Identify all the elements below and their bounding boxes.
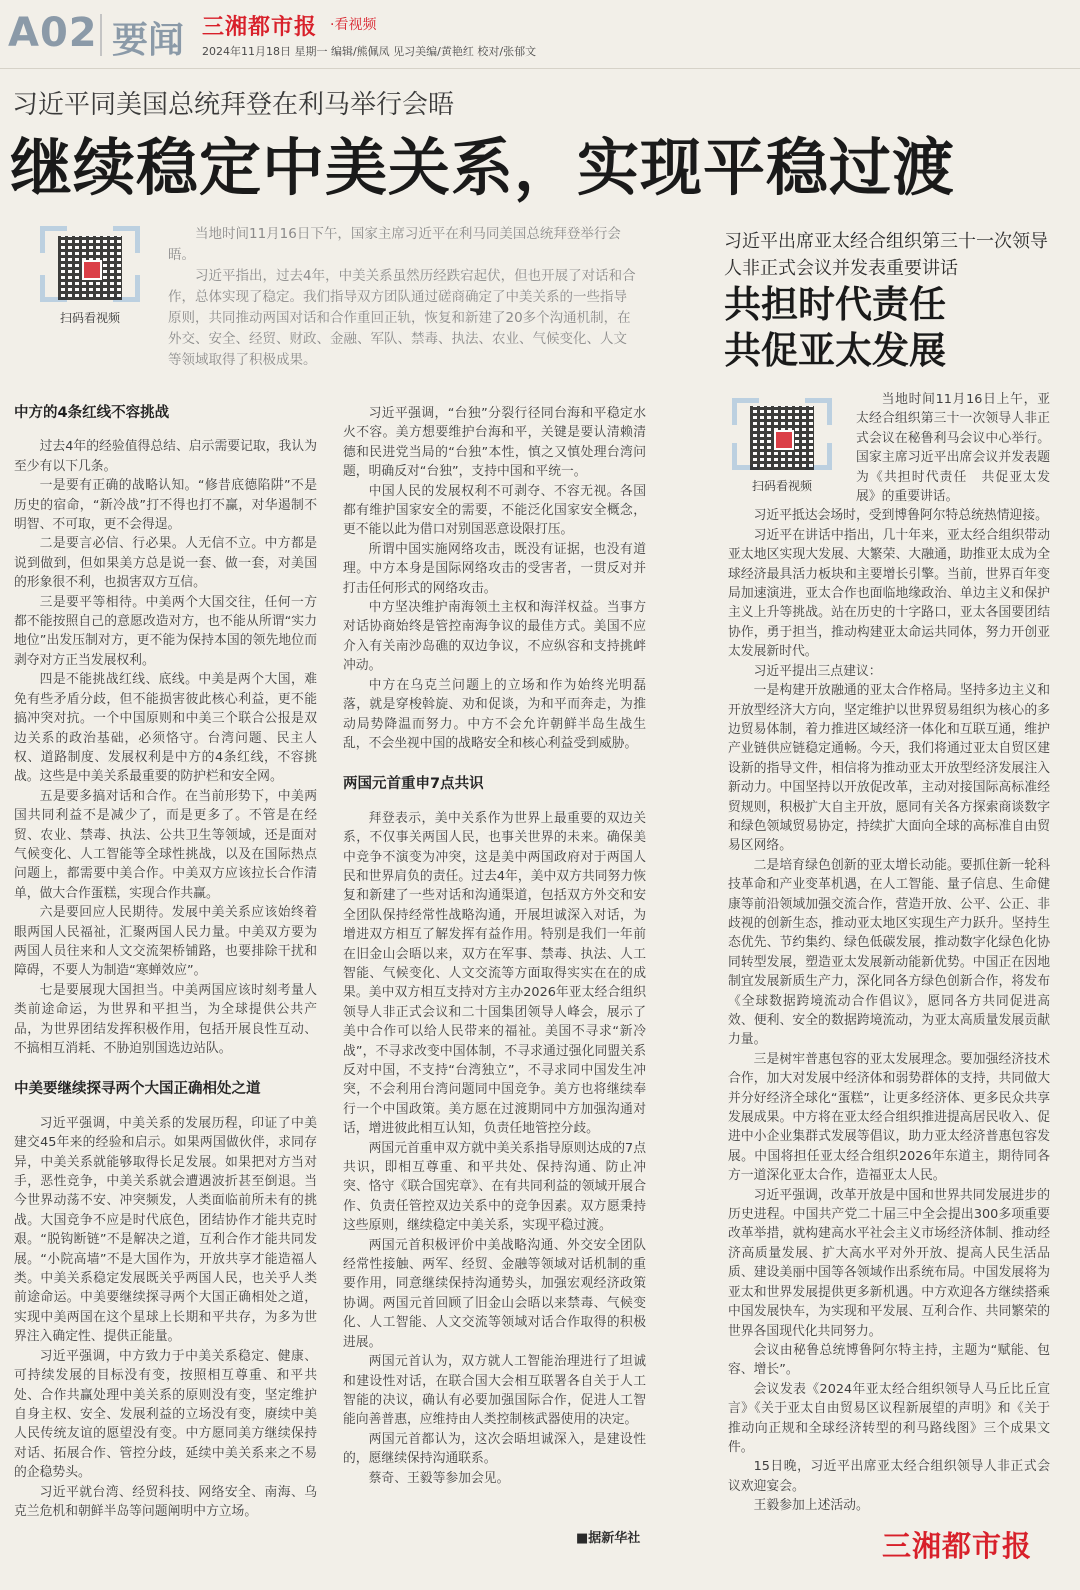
column-3 [728, 390, 1050, 1586]
body-paragraph: 所谓中国实施网络攻击，既没有证据，也没有道理。中方本身是国际网络攻击的受害者，一贯反对并打击任何形式的网络攻击。 [343, 541, 646, 596]
side-kicker: 习近平出席亚太经合组织第三十一次领导人非正式会议并发表重要讲话 [724, 231, 1048, 279]
body-paragraph: 二是培育绿色创新的亚太增长动能。要抓住新一轮科技革命和产业变革机遇，在人工智能、量子信息、生命健康等前沿领域加强交流合作，营造开放、公平、公正、非歧视的创新生态，推动亚太地区实现生产力跃升。坚持生态优先、节约集约、绿色低碳发展，推动数字化绿色化协同转型发展，塑造亚太发展新动能新优势。中国正在因地制宜发展新质生产力，深化同各方绿色创新合作，将发布《全球数据跨境流动合作倡议》，愿同各方共同促进高效、便利、安全的数据跨境流动，为亚太高质量发展贡献力量。 [728, 857, 1050, 1048]
body-paragraph: 会议发表《2024年亚太经合组织领导人马丘比丘宣言》《关于亚太自由贸易区议程新展望的声明》和《关于推动向正规和全球经济转型的利马路线图》三个成果文件。 [728, 1381, 1050, 1455]
body-paragraph: 习近平强调，改革开放是中国和世界共同发展进步的历史进程。中国共产党二十届三中全会提出300多项重要改革举措，就构建高水平社会主义市场经济体制、推动经济高质量发展、扩大高水平对外开放、提高人民生活品质、建设美丽中国等各领域作出系统布局。中国发展将为亚太和世界发展提供更多新机遇。中方欢迎各方继续搭乘中国发展快车，为实现和平发展、互利合作、共同繁荣的世界各国现代化共同努力。 [728, 1187, 1050, 1339]
body-paragraph: 15日晚，习近平出席亚太经合组织领导人非正式会议欢迎宴会。 [728, 1459, 1050, 1494]
body-paragraph: 两国元首认为，双方就人工智能治理进行了坦诚和建设性对话，在联合国大会相互联署各自关于人工智能的决议，确认有必要加强国际合作，促进人工智能向善普惠，应维持由人类控制核武器使用的决定。 [343, 1354, 646, 1428]
side-headline [724, 282, 1064, 374]
newspaper-logo: 三湘都市报 [202, 15, 318, 40]
qr-code-icon [58, 236, 122, 300]
body-paragraph: 习近平在讲话中指出，几十年来，亚太经合组织带动亚太地区实现大发展、大繁荣、大融通，助推亚太成为全球经济最具活力板块和主要增长引擎。当前，世界百年变局加速演进，亚太合作也面临地缘政治、单边主义和保护主义上升等挑战。站在历史的十字路口，亚太各国要团结协作，勇于担当，推动构建亚太命运共同体，努力开创亚太发展新时代。 [728, 527, 1050, 660]
footer-logo: 三湘都市报 [882, 1529, 1033, 1563]
main-kicker: 习近平同美国总统拜登在利马举行会晤 [12, 90, 455, 120]
body-paragraph: 七是要展现大国担当。中美两国应该时刻考量人类前途命运，为世界和平担当，为全球提供公共产品，为世界团结发挥积极作用，包括开展良性互动、不搞相互消耗、不胁迫别国选边站队。 [14, 982, 317, 1056]
body-paragraph: 当地时间11月16日上午，亚太经合组织第三十一次领导人非正式会议在秘鲁利马会议中心举行。国家主席习近平出席会议并发表题为《共担时代责任 共促亚太发展》的重要讲话。 [856, 392, 1050, 505]
subheading: 中方的4条红线不容挑战 [14, 405, 170, 421]
body-paragraph: 习近平强调，“台独”分裂行径同台海和平稳定水火不容。美方想要维护台海和平，关键是要认清赖清德和民进党当局的“台独”本性，慎之又慎处理台湾问题，明确反对“台独”，支持中国和平统一。 [343, 406, 646, 480]
qr-label: 扫码看视频 [59, 311, 120, 325]
main-headline: 继续稳定中美关系，实现平稳过渡 [10, 131, 956, 204]
body-paragraph: 习近平就台湾、经贸科技、网络安全、南海、乌克兰危机和朝鲜半岛等问题阐明中方立场。 [14, 1484, 317, 1519]
body-paragraph: 五是要多搞对话和合作。在当前形势下，中美两国共同利益不是减少了，而是更多了。不管是在经贸、农业、禁毒、执法、公共卫生等领域，还是面对气候变化、人工智能等全球性挑战，以及在国际热点问题上，都需要中美合作。中美双方应该拉长合作清单，做大合作蛋糕，实现合作共赢。 [14, 788, 317, 901]
body-paragraph: 一是构建开放融通的亚太合作格局。坚持多边主义和开放型经济大方向，坚定维护以世界贸易组织为核心的多边贸易体制，着力推进区域经济一体化和互联互通，维护产业链供应链稳定通畅。今天，我们将通过亚太自贸区建设新的指导文件，相信将为推动亚太开放型经济发展注入新动力。中国坚持以开放促改革，主动对接国际高标准经贸规则，积极扩大自主开放，愿同有关各方探索商谈数字和绿色领域贸易协定，持续扩大面向全球的高标准自由贸易区网络。 [728, 683, 1050, 854]
body-paragraph: 两国元首积极评价中美战略沟通、外交安全团队经常性接触、两军、经贸、金融等领域对话机制的重要作用，同意继续保持沟通势头，加强宏观经济政策协调。两国元首回顾了旧金山会晤以来禁毒、气候变化、人工智能、人文交流等领域对话合作取得的积极进展。 [343, 1237, 646, 1350]
issue-info: 2024年11月18日 星期一 编辑/熊佩凤 见习美编/黄艳红 校对/张郁文 [202, 45, 537, 58]
video-tag: ·看视频 [330, 17, 377, 33]
body-paragraph: 三是树牢普惠包容的亚太发展理念。要加强经济技术合作，加大对发展中经济体和弱势群体的支持，共同做大并分好经济全球化“蛋糕”，让更多经济体、更多民众共享发展成果。中方将在亚太经合组织推进提高居民收入、促进中小企业集群式发展等倡议，助力亚太经济普惠包容发展。中国将担任亚太经合组织2026年东道主，期待同各方一道深化亚太合作，造福亚太人民。 [728, 1051, 1050, 1184]
section-title: 要闻 [112, 20, 185, 61]
body-paragraph: 蔡奇、王毅等参加会见。 [368, 1470, 510, 1486]
body-paragraph: 会议由秘鲁总统博鲁阿尔特主持，主题为“赋能、包容、增长”。 [728, 1342, 1050, 1378]
body-paragraph: 王毅参加上述活动。 [753, 1498, 869, 1514]
body-paragraph: 两国元首都认为，这次会晤坦诚深入，是建设性的，愿继续保持沟通联系。 [343, 1431, 646, 1467]
subheading: 中美要继续探寻两个大国正确相处之道 [14, 1081, 261, 1098]
body-paragraph: 二是要言必信、行必果。人无信不立。中方都是说到做到，但如果美方总是说一套、做一套，对美国的形象很不利，也损害双方互信。 [14, 536, 317, 591]
body-paragraph: 一是要有正确的战略认知。“修昔底德陷阱”不是历史的宿命，“新冷战”打不得也打不赢，对华遏制不明智、不可取，更不会得逞。 [14, 478, 317, 533]
masthead-rule [0, 68, 1080, 69]
column-1 [14, 404, 317, 1586]
body-paragraph: 中方在乌克兰问题上的立场和作为始终光明磊落，就是穿梭斡旋、劝和促谈，为和平而奔走，为推动局势降温而努力。中方不会允许朝鲜半岛生战生乱，不会坐视中国的战略安全和核心利益受到威胁。 [343, 677, 646, 751]
column-2 [343, 404, 646, 1586]
body-paragraph: 习近平抵达会场时，受到博鲁阿尔特总统热情迎接。 [753, 508, 1048, 524]
body-paragraph: 三是要平等相待。中美两个大国交往，任何一方都不能按照自己的意愿改造对方，也不能从所谓“实力地位”出发压制对方，更不能为保持本国的领先地位而剥夺对方正当发展权利。 [14, 594, 317, 668]
body-paragraph: 拜登表示，美中关系作为世界上最重要的双边关系，不仅事关两国人民，也事关世界的未来。确保美中竞争不演变为冲突，这是美中两国政府对于两国人民和世界肩负的责任。过去4年，美中双方共同努力恢复和新建了一些对话和沟通渠道，包括双方外交和安全团队保持经常性战略沟通，开展坦诚深入对话，为增进双方相互了解发挥有益作用。特别是我们一年前在旧金山会晤以来，双方在军事、禁毒、执法、人工智能、气候变化、人文交流等方面取得实实在在的成果。美中双方相互支持对方主办2026年亚太经合组织领导人非正式会议和二十国集团领导人峰会，展示了美中合作可以给人民带来的福祉。美国不寻求“新冷战”，不寻求改变中国体制，不寻求通过强化同盟关系反对中国，不支持“台湾独立”，不寻求同中国发生冲突，不会利用台湾问题同中国竞争。美方也将继续奉行一个中国政策。美方愿在过渡期同中方加强沟通对话，增进彼此相互认知，负责任地管控分歧。 [343, 810, 646, 1137]
body-paragraph: 习近平强调，中方致力于中美关系稳定、健康、可持续发展的目标没有变，按照相互尊重、和平共处、合作共赢处理中美关系的原则没有变，坚定维护自身主权、安全、发展利益的立场没有变，赓续中美人民传统友谊的愿望没有变。中方愿同美方继续保持对话、拓展合作、管控分歧，延续中美关系来之不易的企稳势头。 [14, 1348, 317, 1481]
side-headline-line: 共促亚太发展 [724, 329, 946, 372]
body-paragraph: 四是不能挑战红线、底线。中美是两个大国，难免有些矛盾分歧，但不能损害彼此核心利益，更不能搞冲突对抗。一个中国原则和中美三个联合公报是双边关系的政治基础，必须恪守。台湾问题、民主人权、道路制度、发展权利是中方的4条红线，不容挑战。这些是中美关系最重要的防护栏和安全网。 [14, 672, 317, 785]
page-number: A02 [8, 10, 98, 56]
body-paragraph: 中方坚决维护南海领土主权和海洋权益。当事方对话协商始终是管控南海争议的最佳方式。美国不应介入有关南沙岛礁的双边争议，不应纵容和支持挑衅冲动。 [343, 600, 646, 674]
masthead [0, 0, 1080, 66]
body-paragraph: 六是要回应人民期待。发展中美关系应该始终着眼两国人民福祉，汇聚两国人民力量。中美双方要为两国人员往来和人文交流架桥铺路，也要排除干扰和障碍，不要人为制造“寒蝉效应”。 [14, 905, 317, 979]
lead-paragraph: 当地时间11月16日下午，国家主席习近平在利马同美国总统拜登举行会晤。 [168, 226, 621, 263]
body-paragraph: 两国元首重申双方就中美关系指导原则达成的7点共识，即相互尊重、和平共处、保持沟通、防止冲突、恪守《联合国宪章》、在有共同利益的领域开展合作、负责任管控双边关系中的竞争因素。双方愿秉持这些原则，继续稳定中美关系，实现平稳过渡。 [343, 1140, 646, 1234]
side-headline-line: 共担时代责任 [724, 283, 946, 326]
body-paragraph: 中国人民的发展权利不可剥夺、不容无视。各国都有维护国家安全的需要，不能泛化国家安全概念，更不能以此为借口对别国恶意设限打压。 [343, 483, 646, 538]
source-credit: ■据新华社 [576, 1531, 641, 1546]
masthead-divider [100, 14, 102, 56]
body-paragraph: 习近平提出三点建议： [753, 663, 882, 679]
body-paragraph: 过去4年的经验值得总结、启示需要记取，我认为至少有以下几条。 [14, 439, 317, 474]
qr-label: 扫码看视频 [751, 479, 812, 493]
qr-code-main[interactable] [40, 226, 140, 326]
lead-paragraph: 习近平指出，过去4年，中美关系虽然历经跌宕起伏，但也开展了对话和合作，总体实现了稳定。我们指导双方团队通过磋商确定了中美关系的一些指导原则，共同推动两国对话和合作重回正轨，恢复和新建了20多个沟通机制，在外交、安全、经贸、财政、金融、军队、禁毒、执法、农业、气候变化、人文等领域取得了积极成果。 [168, 268, 636, 368]
main-lead [168, 224, 638, 371]
body-paragraph: 习近平强调，中美关系的发展历程，印证了中美建交45年来的经验和启示。如果两国做伙伴，求同存异，中美关系就能够取得长足发展。如果把对方当对手，恶性竞争，中美关系就会遭遇波折甚至倒退。当今世界动荡不安、冲突频发，人类面临前所未有的挑战。大国竞争不应是时代底色，团结协作才能共克时艰。“脱钩断链”不是解决之道，互利合作才能共同发展。“小院高墙”不是大国作为，开放共享才能造福人类。中美关系稳定发展既关乎两国人民，也关乎人类前途命运。中美要继续探寻两个大国正确相处之道，实现中美两国在这个星球上长期和平共存，为多为世界注入确定性、提供正能量。 [14, 1115, 317, 1345]
subheading: 两国元首重申7点共识 [343, 776, 484, 793]
